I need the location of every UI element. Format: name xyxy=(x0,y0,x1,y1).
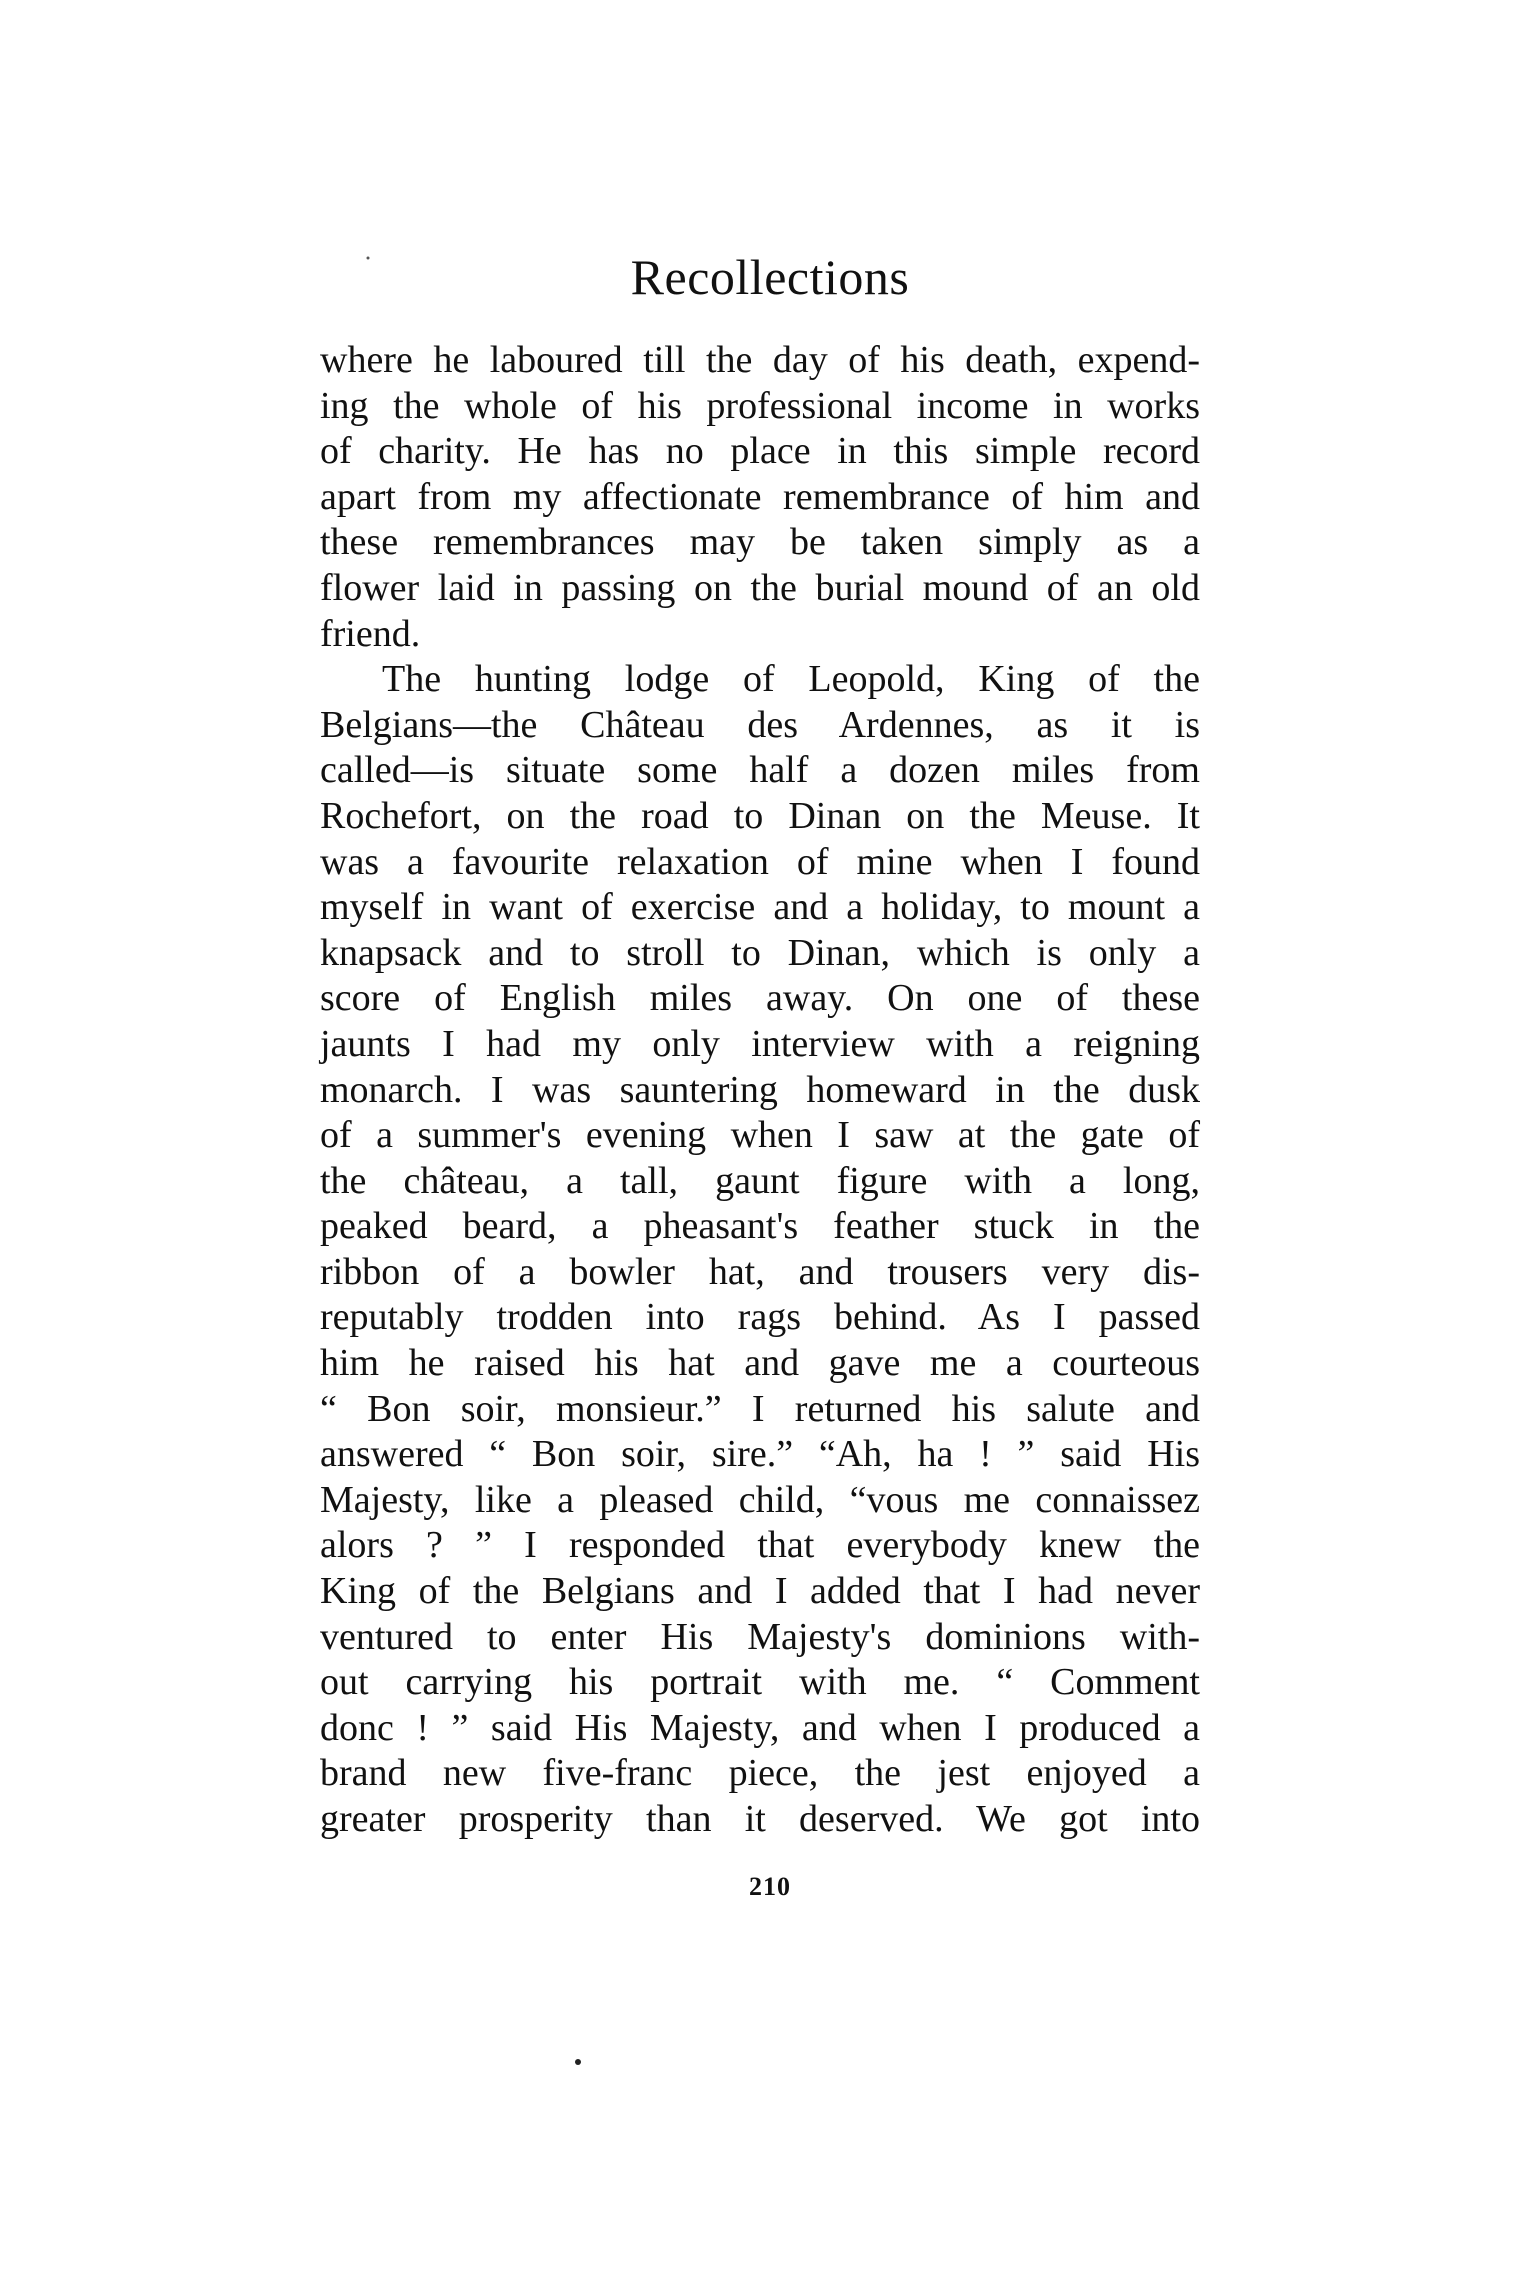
text-line: these remembrances may be taken simply as a xyxy=(320,521,1200,564)
text-line: jaunts I had my only interview with a reigning xyxy=(320,1022,1200,1065)
text-line: monarch. I was sauntering homeward in the dusk xyxy=(320,1068,1200,1111)
text-line: friend. xyxy=(320,612,421,655)
text-line: greater prosperity than it deserved. We got into xyxy=(320,1798,1200,1840)
text-line: myself in want of exercise and a holiday, to mount a xyxy=(320,886,1200,929)
text-line: King of the Belgians and I added that I had never xyxy=(320,1570,1200,1613)
text-line: of a summer's evening when I saw at the gate of xyxy=(320,1114,1200,1157)
text-line: flower laid in passing on the burial mound of an old xyxy=(320,566,1200,609)
text-line: reputably trodden into rags behind. As I passed xyxy=(320,1296,1200,1339)
page-number: 210 xyxy=(749,1872,791,1901)
text-line: Belgians—the Château des Ardennes, as it is xyxy=(320,703,1200,746)
text-line: brand new five-franc piece, the jest enjoyed a xyxy=(320,1752,1200,1795)
text-line: answered “ Bon soir, sire.” “Ah, ha ! ” said His xyxy=(320,1433,1200,1476)
text-line: peaked beard, a pheasant's feather stuck in the xyxy=(320,1205,1200,1248)
text-line: was a favourite relaxation of mine when I found xyxy=(320,840,1200,883)
text-line: The hunting lodge of Leopold, King of the xyxy=(382,658,1200,701)
ink-speck xyxy=(575,2059,581,2065)
body-text xyxy=(320,338,1200,1843)
text-line: out carrying his portrait with me. “ Comment xyxy=(320,1661,1200,1704)
text-line: alors ? ” I responded that everybody knew the xyxy=(320,1524,1200,1567)
text-line: apart from my affectionate remembrance of him and xyxy=(320,475,1200,518)
text-line: knapsack and to stroll to Dinan, which is only a xyxy=(320,931,1200,974)
text-line: “ Bon soir, monsieur.” I returned his salute and xyxy=(320,1387,1200,1430)
text-line: ing the whole of his professional income in works xyxy=(320,384,1200,427)
text-line: of charity. He has no place in this simple record xyxy=(320,430,1200,473)
text-line: called—is situate some half a dozen miles from xyxy=(320,749,1200,792)
text-line: him he raised his hat and gave me a courteous xyxy=(320,1342,1200,1385)
text-line: ribbon of a bowler hat, and trousers very dis- xyxy=(320,1250,1200,1293)
text-line: Majesty, like a pleased child, “vous me connaissez xyxy=(320,1478,1200,1521)
text-line: score of English miles away. On one of these xyxy=(320,977,1200,1020)
text-line: where he laboured till the day of his death, expend- xyxy=(320,339,1200,381)
text-line: donc ! ” said His Majesty, and when I produced a xyxy=(320,1706,1200,1749)
text-line: Rochefort, on the road to Dinan on the Meuse. It xyxy=(320,794,1200,837)
running-head: Recollections xyxy=(630,249,910,305)
text-line: ventured to enter His Majesty's dominions with- xyxy=(320,1615,1200,1658)
text-line: the château, a tall, gaunt figure with a long, xyxy=(320,1159,1200,1202)
